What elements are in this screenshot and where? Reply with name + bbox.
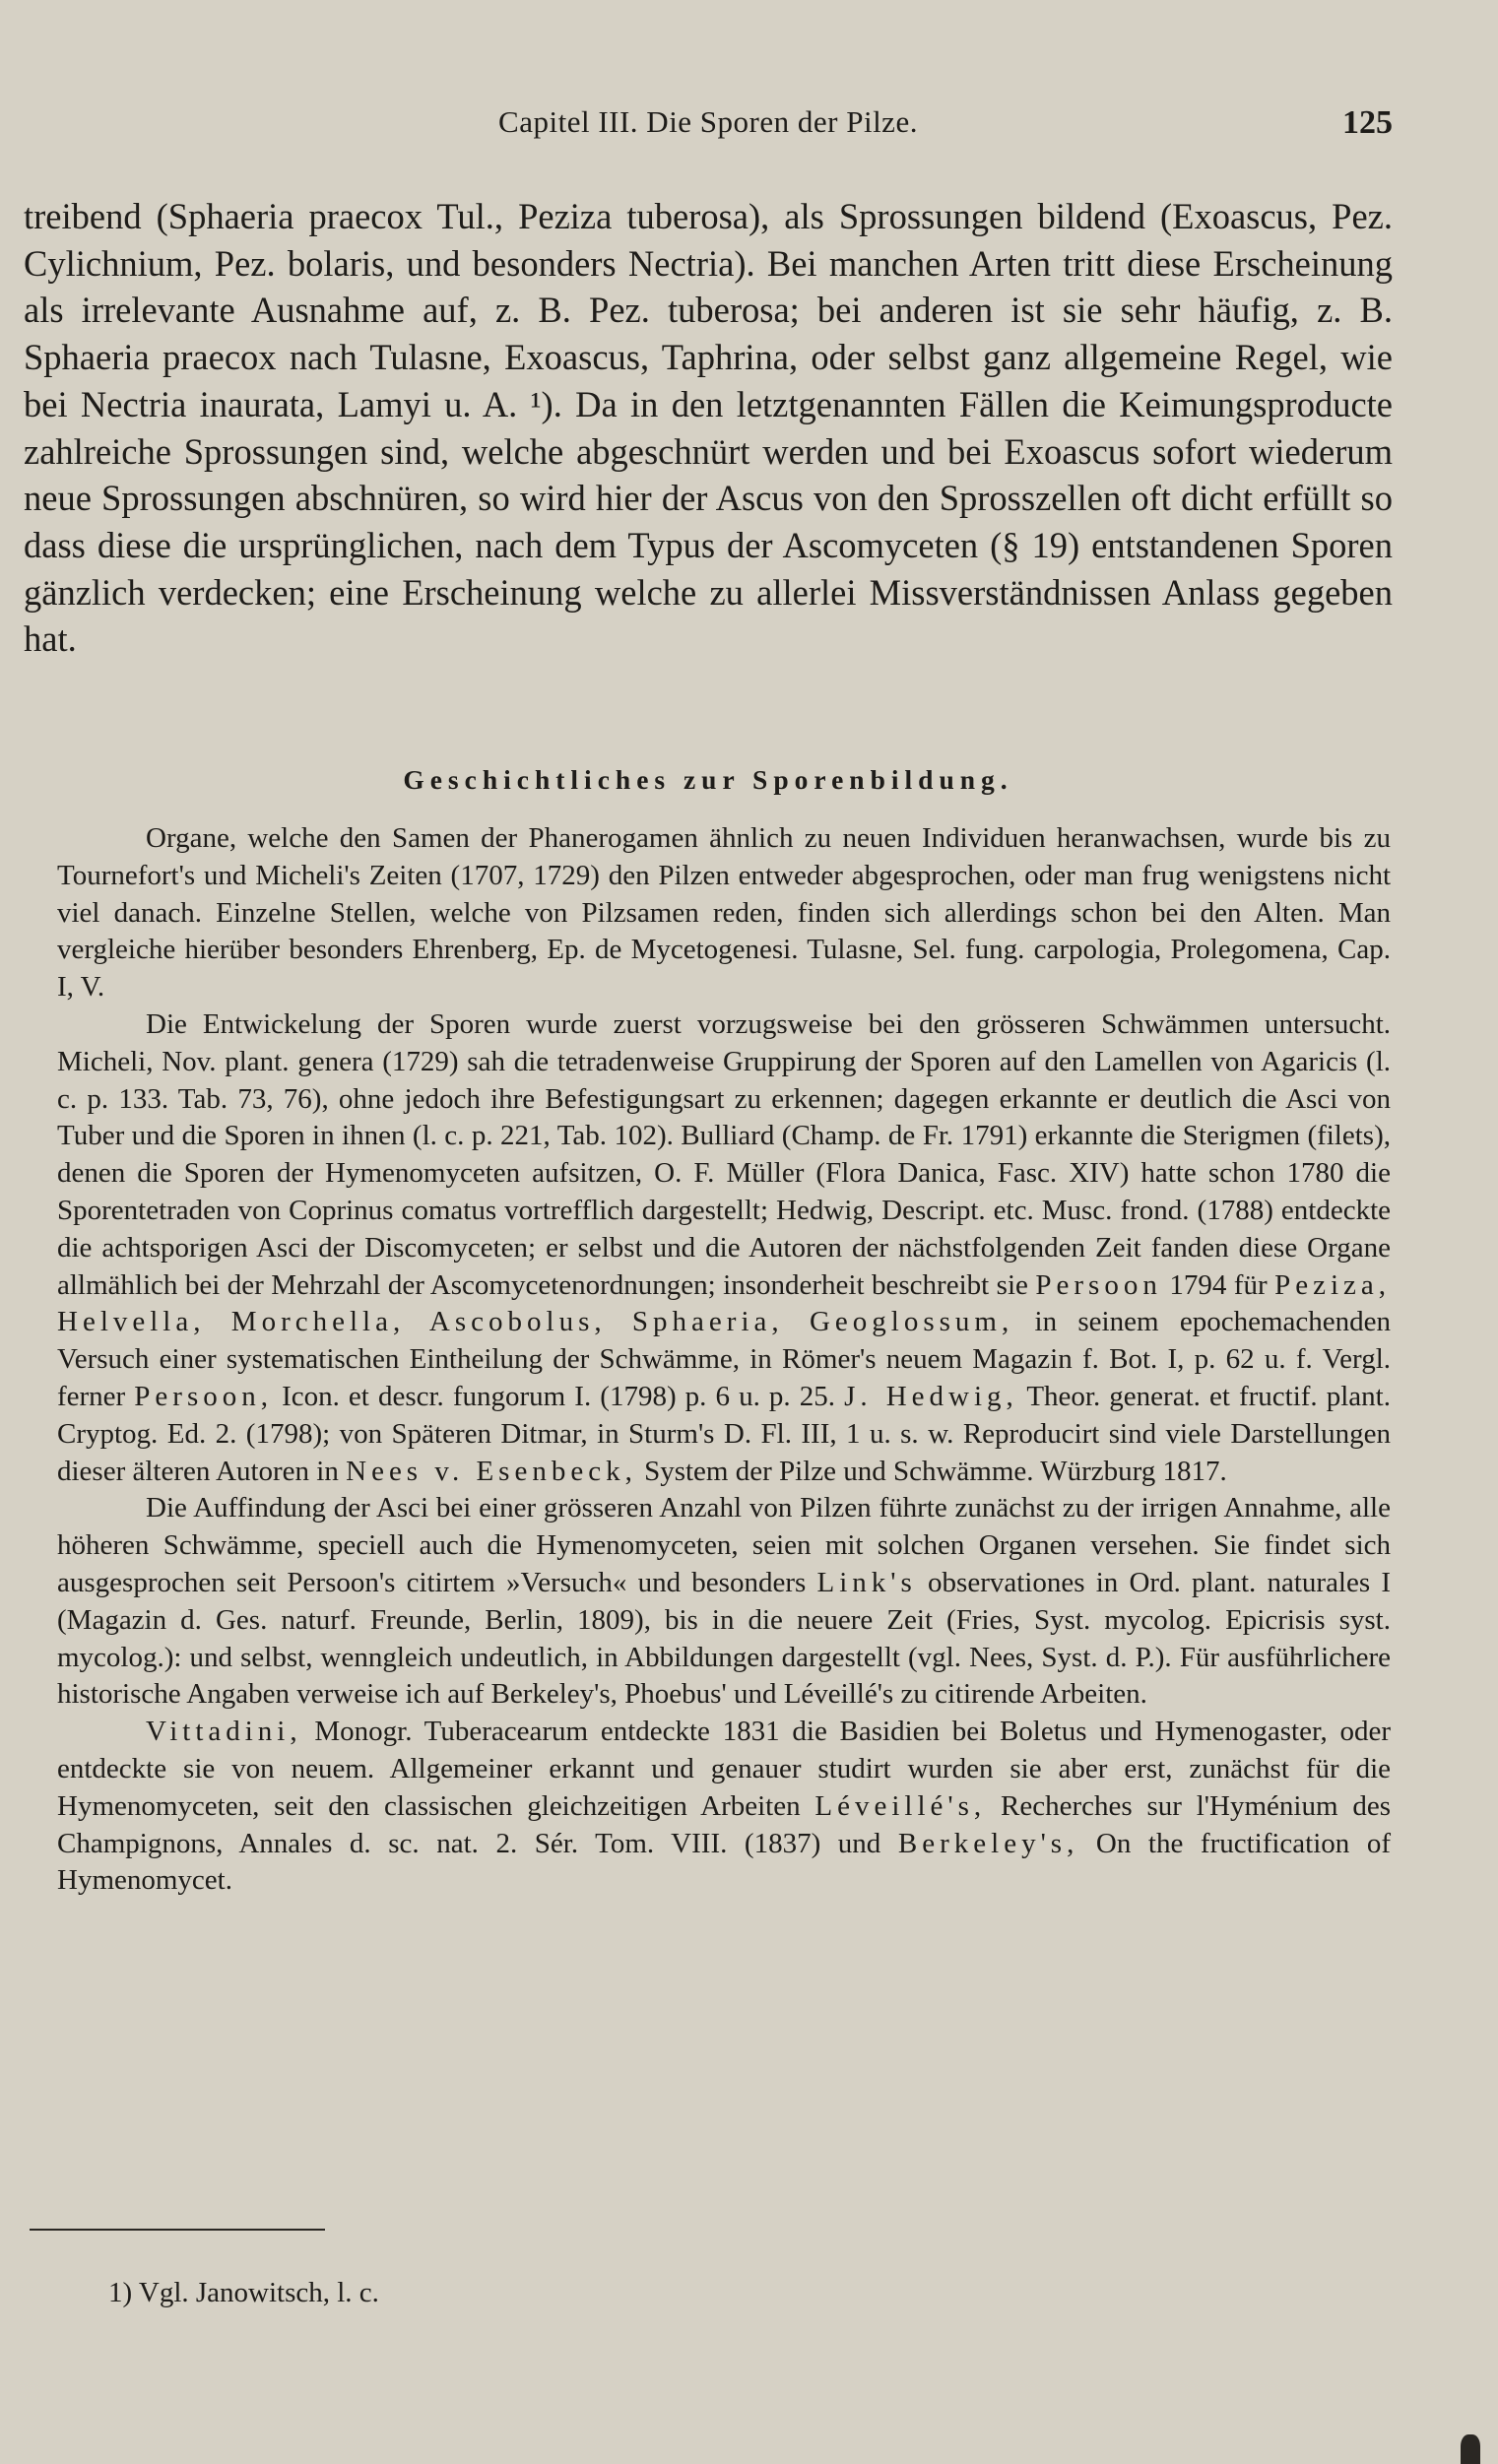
author-name: J. Hedwig, — [844, 1380, 1018, 1412]
text-run: System der Pilze und Schwämme. Würzburg 1817. — [644, 1455, 1227, 1487]
text-run: in seinem epochemachenden Versuch einer systematischen Eintheilung der Schwämme, in Römer's neuem Magazin f. Bot. I, p. 62 u. f. Vergl. ferner — [57, 1306, 1391, 1412]
history-paragraph-4 — [57, 1714, 1391, 1900]
footnote: 1) Vgl. Janowitsch, l. c. — [108, 2277, 379, 2308]
section-heading: Geschichtliches zur Sporenbildung. — [403, 764, 1013, 795]
text-run: Icon. et descr. fungorum I. (1798) p. 6 u. p. 25. — [282, 1380, 835, 1412]
text-run: Recherches sur l'Hyménium des Champignons, Annales d. sc. nat. 2. Sér. Tom. VIII. (1837) und — [57, 1789, 1392, 1859]
text-run: Die Entwickelung der Sporen wurde zuerst vorzugsweise bei den grösseren Schwämmen untersucht. Micheli, Nov. plant. genera (1729) sah die tetradenweise Gruppirung der Sporen auf den Lamellen von Agaricis (l. c. p. 133. Tab. 73, 76), ohne jedoch ihre Befestigungsart zu erkennen; dagegen erkannte er deutlich die Asci von Tuber und die Sporen in ihnen (l. c. p. 221, Tab. 102). Bulliard (Champ. de Fr. 1791) erkannte die Sterigmen (filets), denen die Sporen der Hymenomyceten aufsitzen, O. F. Müller (Flora Danica, Fasc. XIV) hatte schon 1780 die Sporentetraden von Coprinus comatus vortrefflich dargestellt; Hedwig, Descript. etc. Musc. frond. (1788) entdeckte die achtsporigen Asci der Discomyceten; er selbst und die Autoren der nächstfolgenden Zeit fanden diese Organe allmählich bei der Mehrzahl der Ascomycetenordnungen; insonderheit beschreibt sie — [57, 1007, 1391, 1301]
author-name: Vittadini, — [146, 1716, 302, 1748]
running-title: Capitel III. Die Sporen der Pilze. — [498, 104, 918, 139]
author-name: Léveillé's, — [814, 1789, 987, 1822]
text-run: Monogr. Tuberacearum entdeckte 1831 die Basidien bei Boletus und Hymenogaster, oder entdeckte sie von neuem. Allgemeiner erkannt und genauer studirt wurden sie aber erst, zunächst für die Hymenomyceten, seit den classischen gleichzeitigen Arbeiten — [57, 1716, 1392, 1822]
footnote-divider — [30, 2229, 325, 2231]
history-paragraph-3 — [57, 1490, 1391, 1714]
author-name: Nees v. Esenbeck, — [346, 1455, 637, 1487]
author-name: Persoon — [1035, 1268, 1162, 1301]
text-run: Theor. generat. et fructif. plant. Cryptog. Ed. 2. (1798); von Späteren Ditmar, in Sturm's D. Fl. III, 1 u. s. w. Reproducirt sind viele Darstellungen dieser älteren Autoren in — [57, 1380, 1391, 1487]
text-run: Die Auffindung der Asci bei einer grösseren Anzahl von Pilzen führte zunächst zu der irrigen Annahme, alle höheren Schwämme, speciell auch die Hymenomyceten, seien mit solchen Organen versehen. Sie findet sich ausgesprochen seit Persoon's citirtem »Versuch« und besonders — [57, 1492, 1391, 1598]
text-run: On the fructification of Hymenomycet. — [57, 1827, 1392, 1897]
genera-list: Peziza, Helvella, Morchella, Ascobolus, Sphaeria, Geoglossum, — [57, 1268, 1392, 1338]
text-run: observationes in Ord. plant. naturales I (Magazin d. Ges. naturf. Freunde, Berlin, 1809), bis in die neuere Zeit (Fries, Syst. mycolog. Epicrisis syst. mycolog.): und selbst, wenngleich undeutlich, in Abbildungen dargestellt (vgl. Nees, Syst. d. P.). Für ausführlichere historische Angaben verweise ich auf Berkeley's, Phoebus' und Léveillé's zu citirende Arbeiten. — [57, 1566, 1392, 1711]
page-number: 125 — [1342, 104, 1393, 141]
page-header — [24, 104, 1393, 154]
author-name: Persoon, — [134, 1380, 273, 1412]
history-paragraph-2 — [57, 1006, 1391, 1490]
body-paragraph: treibend (Sphaeria praecox Tul., Peziza tuberosa), als Sprossungen bildend (Exoascus, Pez. Cylichnium, Pez. bolaris, und besonders Nectria). Bei manchen Arten tritt diese Erscheinung als irrelevante Ausnahme auf, z. B. Pez. tuberosa; bei anderen ist sie sehr häufig, z. B. Sphaeria praecox nach Tulasne, Exoascus, Taphrina, oder selbst ganz allgemeine Regel, wie bei Nectria inaurata, Lamyi u. A. ¹). Da in den letztgenannten Fällen die Keimungsproducte zahlreiche Sprossungen sind, welche abgeschnürt werden und bei Exoascus sofort wiederum neue Sprossungen abschnüren, so wird hier der Ascus von den Sprosszellen oft dicht erfüllt so dass diese die ursprünglichen, nach dem Typus der Ascomyceten (§ 19) entstandenen Sporen gänzlich verdecken; eine Erscheinung welche zu allerlei Missverständnissen Anlass gegeben hat. — [24, 196, 1393, 660]
author-name: Berkeley's, — [897, 1827, 1079, 1859]
text-run: 1794 für — [1169, 1268, 1268, 1301]
page-blemish — [1461, 2434, 1480, 2464]
author-name: Link's — [816, 1566, 917, 1598]
history-paragraph-1: Organe, welche den Samen der Phanerogamen ähnlich zu neuen Individuen heranwachsen, wurde bis zu Tournefort's und Micheli's Zeiten (1707, 1729) den Pilzen entweder abgesprochen, oder man frug wenigstens nicht viel danach. Einzelne Stellen, welche von Pilzsamen reden, finden sich allerdings schon bei den Alten. Man vergleiche hierüber besonders Ehrenberg, Ep. de Mycetogenesi. Tulasne, Sel. fung. carpologia, Prolegomena, Cap. I, V. — [57, 822, 1391, 1004]
history-section — [57, 820, 1391, 1900]
